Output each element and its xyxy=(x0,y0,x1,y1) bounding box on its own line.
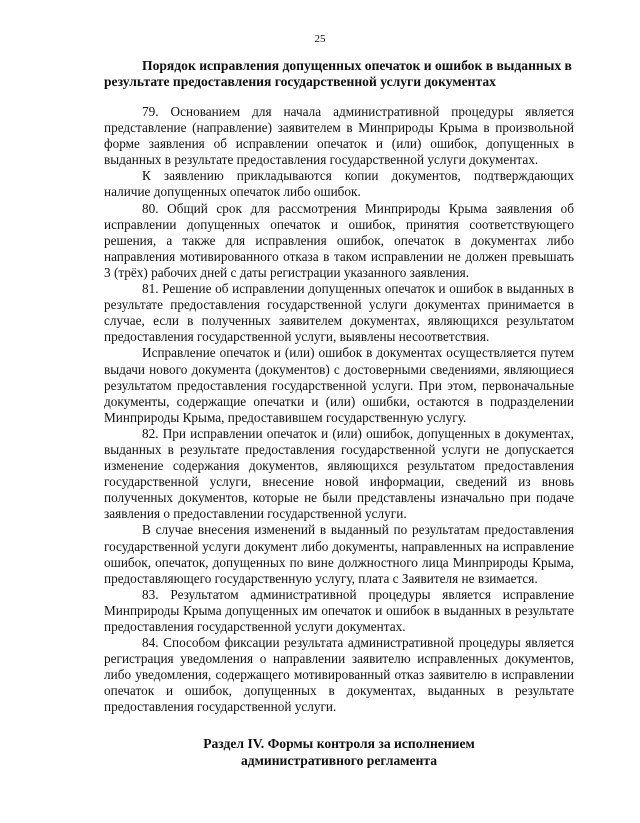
paragraph-82-fee: В случае внесения изменений в выданный по результатам предоставления государственной услуги документ либо документы, направленных на исправление ошибок, опечаток, допущенных по вине должностного лица Минприроды Крыма, предоставляющего государственную услугу, плата с Заявителя не взимается. xyxy=(104,522,574,586)
paragraph-79: 79. Основанием для начала административной процедуры является представление (направление) заявителем в Минприроды Крыма в произвольной форме заявления об исправлении опечаток и (или) ошибок, допущенных в выданных в результате предоставления государственной услуги документах. xyxy=(104,104,574,168)
section-heading-corrections xyxy=(104,58,574,90)
section-heading-line-2: административного регламента xyxy=(240,753,438,768)
heading-line-1: Порядок исправления допущенных опечаток и ошибок в выданных в xyxy=(142,58,572,73)
page-number: 25 xyxy=(314,33,326,45)
paragraph-82: 82. При исправлении опечаток и (или) ошибок, допущенных в документах, выданных в результате предоставления государственной услуги не допускается изменение содержания документов, являющихся результатом предоставления государственной услуги, внесение новой информации, сведений из вновь полученных документов, которые не были представлены изначально при подаче заявления о предоставлении государственной услуги. xyxy=(104,425,574,522)
paragraph-81-correction-method: Исправление опечаток и (или) ошибок в документах осуществляется путем выдачи нового документа (документов) с достоверными сведениями, являющиеся результатом предоставления государственной услуги. При этом, первоначальные документы, содержащие опечатки и (или) ошибки, остаются в подразделении Минприроды Крыма, предоставившем государственную услугу. xyxy=(104,345,574,425)
section-heading-iv xyxy=(104,735,574,769)
paragraph-80: 80. Общий срок для рассмотрения Минприроды Крыма заявления об исправлении допущенных опечаток и ошибок, принятия соответствующего решения, а также для исправления ошибок, опечаток в документах либо направления мотивированного отказа в таком исправлении не должен превышать 3 (трёх) рабочих дней с даты регистрации указанного заявления. xyxy=(104,200,574,280)
paragraph-81: 81. Решение об исправлении допущенных опечаток и ошибок в выданных в результате предоставления государственной услуги документах принимается в случае, если в полученных заявителем документах, являющихся результатом предоставления государственной услуги, выявлены несоответствия. xyxy=(104,281,574,345)
paragraph-83: 83. Результатом административной процедуры является исправление Минприроды Крыма допущенных им опечаток и ошибок в выданных в результате предоставления государственной услуги документах. xyxy=(104,586,574,634)
paragraph-84: 84. Способом фиксации результата административной процедуры является регистрация уведомления о направлении заявителю исправленных документов, либо уведомления, содержащего мотивированный отказ заявителю в исправлении опечаток и ошибок, допущенных в документах, выданных в результате предоставления государственной услуги. xyxy=(104,635,574,715)
heading-line-2: результате предоставления государственной услуги документах xyxy=(104,74,496,89)
paragraph-79-attachments: К заявлению прикладываются копии документов, подтверждающих наличие допущенных опечаток либо ошибок. xyxy=(104,168,574,200)
document-body xyxy=(104,104,574,716)
section-heading-line-1: Раздел IV. Формы контроля за исполнением xyxy=(203,736,475,751)
